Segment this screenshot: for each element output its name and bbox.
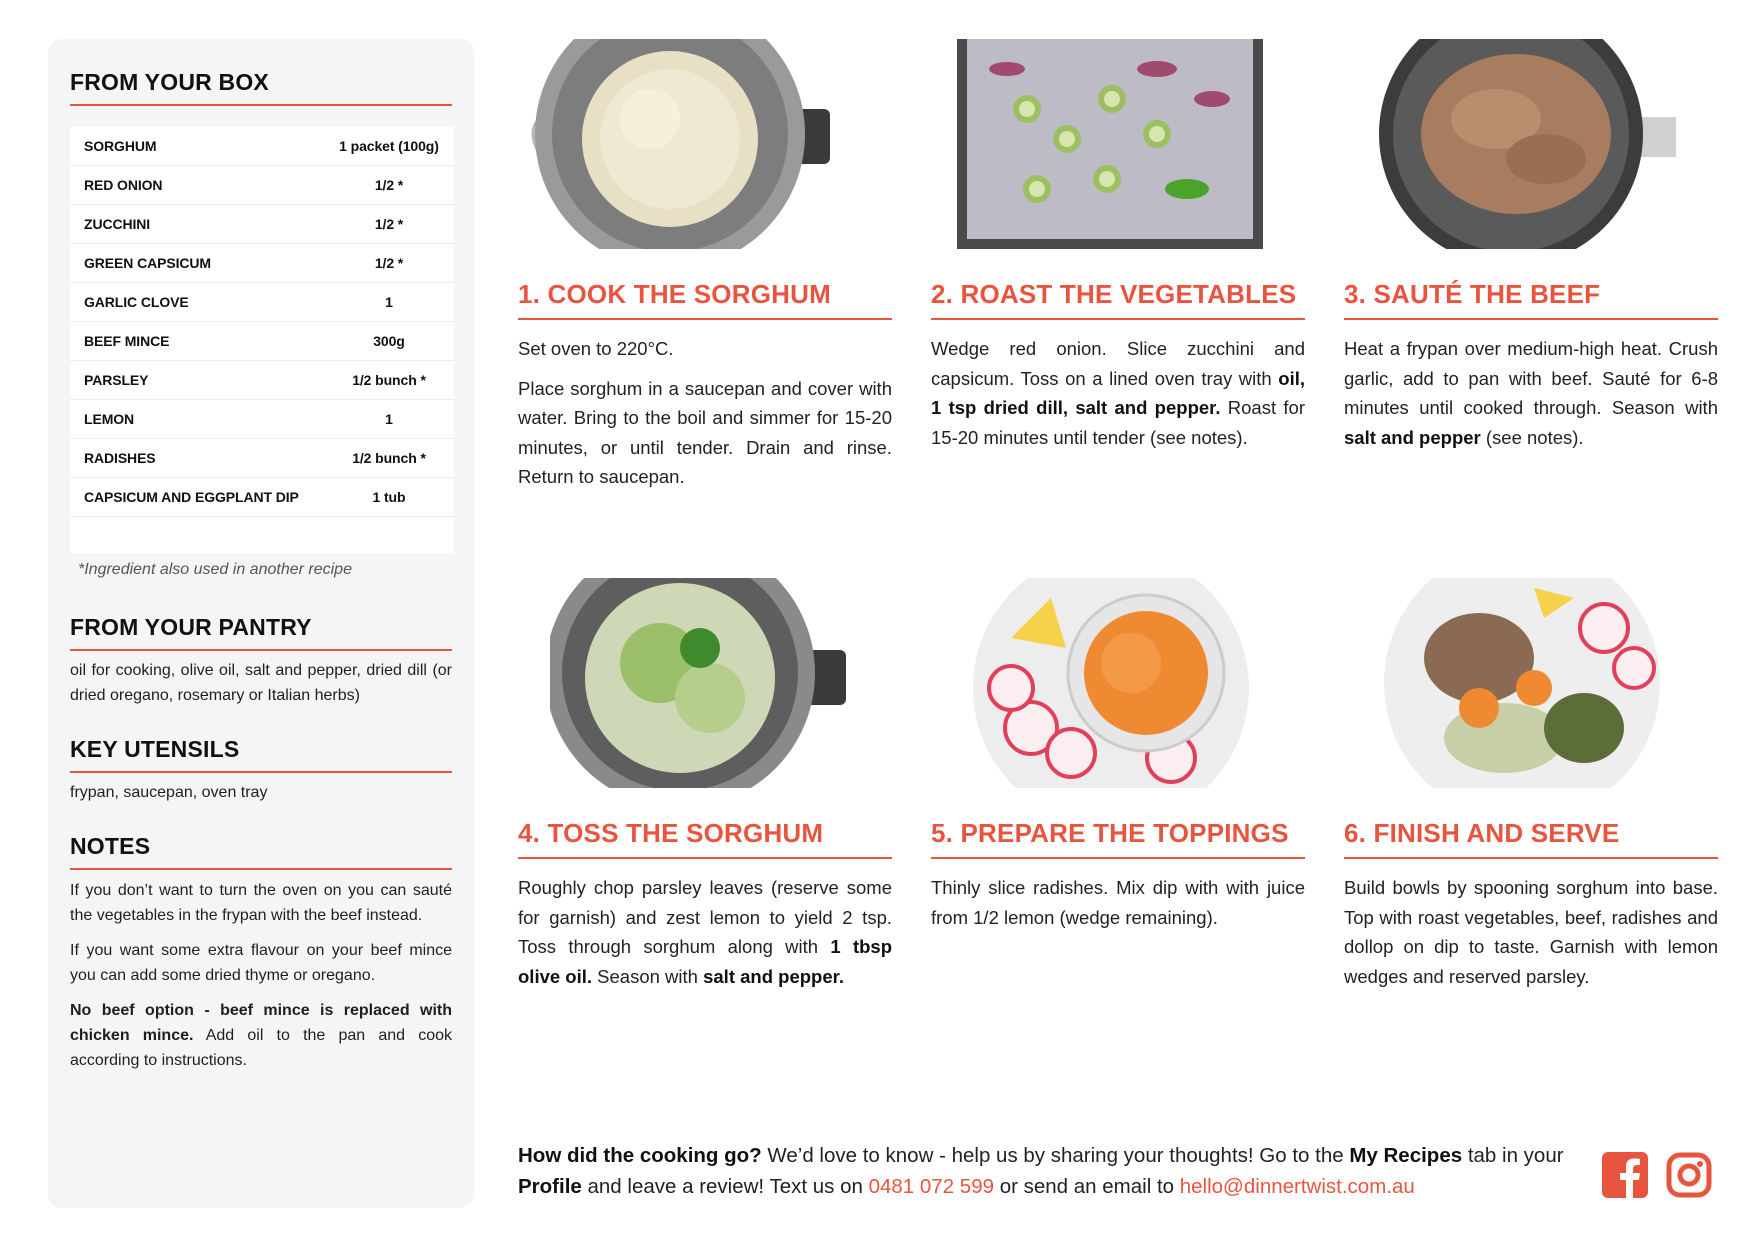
ingredients-sidebar: [48, 39, 474, 1208]
step-2-text-b: oil, 1 tsp dried dill, salt and pepper.: [931, 367, 1305, 418]
notes-heading: NOTES: [70, 833, 452, 870]
step-4-text-a: Roughly chop parsley leaves (reserve some for garnish) and zest lemon to yield 2 tsp. Toss through sorghum along with: [518, 877, 892, 957]
ingredient-qty: 1/2 bunch *: [352, 450, 426, 466]
ingredients-table: [70, 127, 454, 553]
step-3-title: 3. SAUTÉ THE BEEF: [1344, 279, 1718, 320]
table-row: [70, 400, 454, 439]
from-your-box-heading: FROM YOUR BOX: [70, 69, 452, 106]
my-recipes-link[interactable]: My Recipes: [1349, 1144, 1463, 1167]
phone-number-link[interactable]: 0481 072 599: [868, 1175, 994, 1198]
instagram-icon[interactable]: [1666, 1152, 1714, 1200]
ingredient-qty: 1/2 *: [374, 177, 404, 193]
feedback-footer: [518, 1140, 1578, 1202]
note-3-rest: Add oil to the pan and cook according to instructions.: [70, 1027, 453, 1069]
tray-vegetables-image: [957, 39, 1263, 249]
table-row: [70, 361, 454, 400]
step-3-text-b: salt and pepper: [1344, 426, 1481, 448]
step-5-body: [931, 873, 1305, 942]
ingredient-qty: 1 packet (100g): [339, 138, 439, 154]
frypan-beef-image: [1376, 39, 1676, 249]
facebook-icon[interactable]: [1602, 1152, 1650, 1200]
step-6-title: 6. FINISH AND SERVE: [1344, 818, 1718, 859]
step-2-text: [931, 334, 1305, 452]
table-row: [70, 244, 454, 283]
step-1-text-1: Set oven to 220°C.: [518, 338, 674, 359]
ingredient-qty: 1/2 *: [374, 255, 404, 271]
ingredient-name: SORGHUM: [84, 138, 157, 154]
step-6-text: Build bowls by spooning sorghum into base. Top with roast vegetables, beef, radishes and dollop on dip to taste. Garnish with lemon wedges and reserved parsley.: [1344, 877, 1718, 987]
ingredient-qty: 1/2 bunch *: [352, 372, 426, 388]
ingredient-name: RED ONION: [84, 177, 163, 193]
step-3-text: [1344, 334, 1718, 452]
step-4-photo: [550, 578, 846, 788]
step-5-text: Thinly slice radishes. Mix dip with with juice from 1/2 lemon (wedge remaining).: [931, 877, 1305, 928]
ingredient-name: GREEN CAPSICUM: [84, 255, 211, 271]
ingredient-qty: 300g: [373, 333, 405, 349]
key-utensils-heading: KEY UTENSILS: [70, 736, 452, 773]
step-4-text-b: 1 tbsp olive oil.: [518, 936, 893, 987]
ingredient-name: LEMON: [84, 411, 135, 427]
step-3-text-c: (see notes).: [1480, 426, 1584, 448]
step-2-text-c: Roast for 15-20 minutes until tender (see notes).: [931, 397, 1305, 448]
ingredient-qty: 1: [385, 411, 393, 427]
step-4-text-d: salt and pepper.: [703, 965, 844, 987]
step-4-text: [518, 873, 892, 991]
footer-text-1: We’d love to know - help us by sharing your thoughts! Go to the: [761, 1144, 1350, 1167]
step-2-body: [931, 334, 1305, 462]
ingredient-qty: 1 tub: [372, 489, 406, 505]
step-2-title: 2. ROAST THE VEGETABLES: [931, 279, 1305, 320]
profile-link[interactable]: Profile: [518, 1175, 582, 1198]
step-5-photo: [971, 578, 1251, 788]
radish-dip-image: [971, 578, 1251, 788]
step-3-body: [1344, 334, 1718, 462]
ingredient-name: ZUCCHINI: [84, 216, 151, 232]
email-link[interactable]: hello@dinnertwist.com.au: [1179, 1175, 1415, 1198]
ingredient-name: GARLIC CLOVE: [84, 294, 189, 310]
table-row: [70, 322, 454, 361]
note-3-bold: No beef option - beef mince is replaced with chicken mince.: [70, 1002, 452, 1044]
table-row: [70, 439, 454, 478]
table-row: [70, 205, 454, 244]
table-row: [70, 166, 454, 205]
note-3: [70, 998, 452, 1073]
table-row: [70, 478, 454, 517]
table-row: [70, 127, 454, 166]
note-1: If you don’t want to turn the oven on you can sauté the vegetables in the frypan with the beef instead.: [70, 882, 452, 924]
finished-bowl-image: [1384, 578, 1660, 788]
footer-text-2: tab in your: [1462, 1144, 1564, 1167]
step-4-text-c: Season with: [592, 965, 704, 987]
step-1-text-2: Place sorghum in a saucepan and cover with water. Bring to the boil and simmer for 15-20 minutes, or until tender. Drain and rinse. Return to saucepan.: [518, 377, 892, 487]
ingredient-name: BEEF MINCE: [84, 333, 170, 349]
saucepan-sorghum-image: [550, 578, 846, 788]
step-4-body: [518, 873, 892, 1001]
step-6-photo: [1384, 578, 1660, 788]
ingredient-name: PARSLEY: [84, 372, 149, 388]
ingredient-name: RADISHES: [84, 450, 156, 466]
step-1-title: 1. COOK THE SORGHUM: [518, 279, 892, 320]
step-3-text-a: Heat a frypan over medium-high heat. Crush garlic, add to pan with beef. Sauté for 6-8 minutes until cooked through. Season with: [1344, 338, 1718, 418]
utensils-text: frypan, saucepan, oven tray: [70, 784, 268, 801]
ingredient-name: CAPSICUM AND EGGPLANT DIP: [84, 489, 299, 505]
footer-text-3: and leave a review! Text us on: [581, 1175, 869, 1198]
ingredient-qty: 1: [385, 294, 393, 310]
notes-text: [70, 878, 452, 1083]
footer-text-4: or send an email to: [994, 1175, 1180, 1198]
from-your-pantry-heading: FROM YOUR PANTRY: [70, 614, 452, 651]
note-2: If you want some extra flavour on your beef mince you can add some dried thyme or oregano.: [70, 942, 452, 984]
step-4-title: 4. TOSS THE SORGHUM: [518, 818, 892, 859]
ingredient-qty: 1/2 *: [374, 216, 404, 232]
step-3-photo: [1376, 39, 1676, 249]
feedback-question: How did the cooking go?: [518, 1144, 762, 1167]
table-row: [70, 283, 454, 322]
step-2-text-a: Wedge red onion. Slice zucchini and capsicum. Toss on a lined oven tray with: [931, 338, 1305, 389]
step-1-body: [518, 334, 892, 502]
step-6-body: [1344, 873, 1718, 1001]
step-2-photo: [957, 39, 1263, 249]
sieve-sorghum-image: [530, 39, 830, 249]
step-5-title: 5. PREPARE THE TOPPINGS: [931, 818, 1305, 859]
ingredient-footnote: *Ingredient also used in another recipe: [78, 561, 352, 578]
step-1-photo: [530, 39, 830, 249]
pantry-text: oil for cooking, olive oil, salt and pepper, dried dill (or dried oregano, rosemary or Italian herbs): [70, 662, 452, 704]
